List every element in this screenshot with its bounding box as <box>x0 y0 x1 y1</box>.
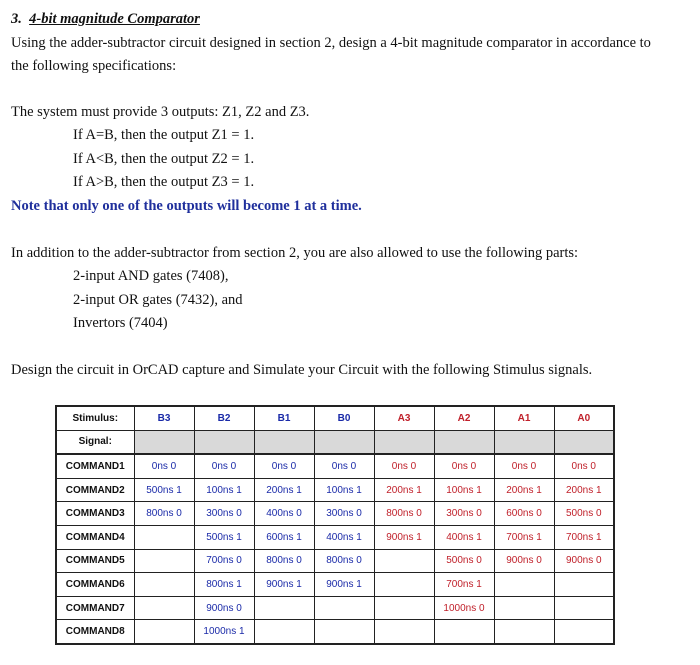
stimulus-cell <box>134 573 194 597</box>
stimulus-cell: 0ns 0 <box>314 454 374 478</box>
stimulus-cell: 0ns 0 <box>494 454 554 478</box>
signal-cell <box>314 430 374 454</box>
stimulus-cell: 500ns 1 <box>134 478 194 502</box>
section-heading <box>11 11 200 28</box>
stimulus-cell: 100ns 1 <box>434 478 494 502</box>
stimulus-cell: 1000ns 0 <box>434 596 494 620</box>
column-header: A1 <box>494 406 554 430</box>
stimulus-cell: 300ns 0 <box>194 502 254 526</box>
condition-greater: If A>B, then the output Z3 = 1. <box>73 174 255 190</box>
stimulus-cell <box>554 620 614 644</box>
column-header: B0 <box>314 406 374 430</box>
stimulus-cell: 900ns 0 <box>494 549 554 573</box>
stimulus-cell: 700ns 1 <box>434 573 494 597</box>
stimulus-cell: 900ns 1 <box>254 573 314 597</box>
design-instruction: Design the circuit in OrCAD capture and Simulate your Circuit with the following Stimulus signals. <box>11 362 593 378</box>
command-label: COMMAND7 <box>56 596 134 620</box>
signal-cell <box>554 430 614 454</box>
condition-less: If A<B, then the output Z2 = 1. <box>73 151 255 167</box>
stimulus-cell: 900ns 1 <box>314 573 374 597</box>
stimulus-cell <box>134 525 194 549</box>
column-header: B2 <box>194 406 254 430</box>
stimulus-cell <box>134 596 194 620</box>
stimulus-cell: 200ns 1 <box>554 478 614 502</box>
part-and-gates: 2-input AND gates (7408), <box>73 268 229 284</box>
stimulus-cell <box>554 573 614 597</box>
stimulus-cell <box>494 573 554 597</box>
stimulus-cell: 0ns 0 <box>554 454 614 478</box>
stimulus-cell: 400ns 1 <box>434 525 494 549</box>
signal-row <box>56 430 614 454</box>
stimulus-cell <box>374 596 434 620</box>
stimulus-cell <box>554 596 614 620</box>
part-invertors: Invertors (7404) <box>73 315 168 331</box>
table-row <box>56 478 614 502</box>
stimulus-cell <box>434 620 494 644</box>
stimulus-cell: 500ns 0 <box>554 502 614 526</box>
command-label: COMMAND1 <box>56 454 134 478</box>
stimulus-cell: 200ns 1 <box>494 478 554 502</box>
condition-equal: If A=B, then the output Z1 = 1. <box>73 127 255 143</box>
stimulus-cell <box>134 620 194 644</box>
stimulus-cell: 200ns 1 <box>254 478 314 502</box>
signal-label: Signal: <box>56 430 134 454</box>
stimulus-cell: 300ns 0 <box>434 502 494 526</box>
table-row <box>56 549 614 573</box>
table-header-row <box>56 406 614 430</box>
stimulus-cell: 300ns 0 <box>314 502 374 526</box>
stimulus-cell: 0ns 0 <box>374 454 434 478</box>
command-label: COMMAND3 <box>56 502 134 526</box>
stimulus-cell <box>314 620 374 644</box>
stimulus-cell: 100ns 1 <box>314 478 374 502</box>
command-label: COMMAND8 <box>56 620 134 644</box>
section-title: 4-bit magnitude Comparator <box>29 11 200 27</box>
column-header: A0 <box>554 406 614 430</box>
signal-cell <box>494 430 554 454</box>
stimulus-cell <box>314 596 374 620</box>
stimulus-label: Stimulus: <box>56 406 134 430</box>
table-row <box>56 573 614 597</box>
outputs-intro: The system must provide 3 outputs: Z1, Z2 and Z3. <box>11 104 310 120</box>
stimulus-cell <box>374 573 434 597</box>
column-header: A2 <box>434 406 494 430</box>
stimulus-cell: 800ns 0 <box>374 502 434 526</box>
signal-cell <box>134 430 194 454</box>
part-or-gates: 2-input OR gates (7432), and <box>73 292 243 308</box>
stimulus-cell: 800ns 0 <box>254 549 314 573</box>
stimulus-cell: 200ns 1 <box>374 478 434 502</box>
command-label: COMMAND2 <box>56 478 134 502</box>
stimulus-cell: 600ns 0 <box>494 502 554 526</box>
stimulus-cell: 400ns 0 <box>254 502 314 526</box>
command-label: COMMAND5 <box>56 549 134 573</box>
table-row <box>56 620 614 644</box>
stimulus-cell <box>134 549 194 573</box>
stimulus-cell <box>374 549 434 573</box>
signal-cell <box>194 430 254 454</box>
stimulus-cell <box>494 596 554 620</box>
stimulus-cell: 500ns 0 <box>434 549 494 573</box>
stimulus-cell: 800ns 1 <box>194 573 254 597</box>
stimulus-cell: 800ns 0 <box>134 502 194 526</box>
table-row <box>56 596 614 620</box>
stimulus-cell: 800ns 0 <box>314 549 374 573</box>
table-row <box>56 454 614 478</box>
stimulus-cell: 500ns 1 <box>194 525 254 549</box>
table-row <box>56 502 614 526</box>
stimulus-cell: 0ns 0 <box>254 454 314 478</box>
stimulus-cell: 900ns 0 <box>194 596 254 620</box>
stimulus-cell: 0ns 0 <box>194 454 254 478</box>
stimulus-cell: 900ns 0 <box>554 549 614 573</box>
stimulus-cell <box>494 620 554 644</box>
stimulus-cell: 600ns 1 <box>254 525 314 549</box>
signal-cell <box>374 430 434 454</box>
column-header: B3 <box>134 406 194 430</box>
column-header: B1 <box>254 406 314 430</box>
stimulus-cell: 900ns 1 <box>374 525 434 549</box>
stimulus-cell: 700ns 1 <box>494 525 554 549</box>
column-header: A3 <box>374 406 434 430</box>
signal-cell <box>434 430 494 454</box>
stimulus-cell: 0ns 0 <box>434 454 494 478</box>
table-row <box>56 525 614 549</box>
stimulus-cell <box>254 620 314 644</box>
intro-line-1: Using the adder-subtractor circuit designed in section 2, design a 4-bit magnitude comparator in accordance to <box>11 35 651 51</box>
stimulus-cell: 700ns 0 <box>194 549 254 573</box>
command-label: COMMAND4 <box>56 525 134 549</box>
stimulus-table <box>55 405 615 645</box>
command-label: COMMAND6 <box>56 573 134 597</box>
stimulus-cell: 400ns 1 <box>314 525 374 549</box>
intro-line-2: the following specifications: <box>11 58 177 74</box>
stimulus-cell: 0ns 0 <box>134 454 194 478</box>
stimulus-cell: 100ns 1 <box>194 478 254 502</box>
signal-cell <box>254 430 314 454</box>
section-number: 3. <box>11 11 22 27</box>
note-text: Note that only one of the outputs will become 1 at a time. <box>11 198 362 214</box>
stimulus-cell: 1000ns 1 <box>194 620 254 644</box>
parts-intro: In addition to the adder-subtractor from section 2, you are also allowed to use the following parts: <box>11 245 579 261</box>
stimulus-cell <box>374 620 434 644</box>
stimulus-cell <box>254 596 314 620</box>
stimulus-cell: 700ns 1 <box>554 525 614 549</box>
